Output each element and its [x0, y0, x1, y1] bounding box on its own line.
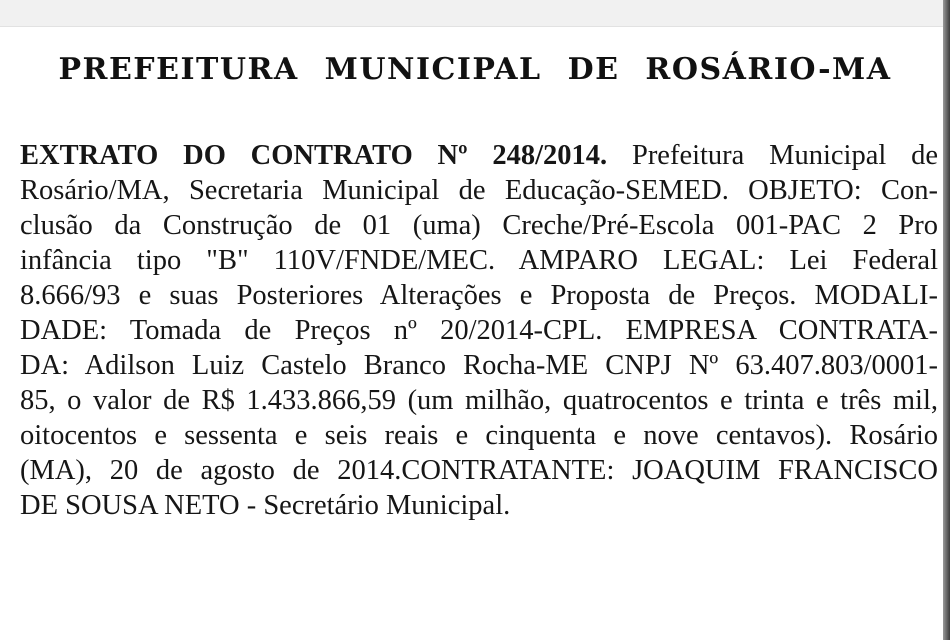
text-line-4: infância tipo "B" 110V/FNDE/MEC. AMPARO LEGAL: Lei Federal — [20, 245, 938, 276]
text-line-1-rest: Prefeitura Municipal de — [607, 140, 938, 171]
text-line-9: oitocentos e sessenta e seis reais e cinquenta e nove centavos). Rosário — [20, 420, 938, 451]
text-line-2: Rosário/MA, Secretaria Municipal de Educação-SEMED. OBJETO: Con- — [20, 175, 938, 206]
text-line-7: DA: Adilson Luiz Castelo Branco Rocha-ME CNPJ Nº 63.407.803/0001- — [20, 350, 938, 381]
contract-extract-paragraph — [20, 138, 938, 523]
top-margin-band — [0, 0, 950, 27]
extract-lead: EXTRATO DO CONTRATO Nº 248/2014. — [20, 140, 608, 171]
text-line-10: (MA), 20 de agosto de 2014.CONTRATANTE: JOAQUIM FRANCISCO — [20, 455, 938, 486]
text-line-5: 8.666/93 e suas Posteriores Alterações e Proposta de Preços. MODALI- — [20, 280, 938, 311]
document-heading: PREFEITURA MUNICIPAL DE ROSÁRIO-MA — [58, 52, 892, 87]
text-line-6: DADE: Tomada de Preços nº 20/2014-CPL. EMPRESA CONTRATA- — [20, 315, 938, 346]
right-page-edge — [943, 0, 950, 640]
text-line-1 — [20, 138, 938, 173]
text-line-8: 85, o valor de R$ 1.433.866,59 (um milhão, quatrocentos e trinta e três mil, — [20, 385, 938, 416]
text-line-11: DE SOUSA NETO - Secretário Municipal. — [20, 490, 511, 521]
text-line-3: clusão da Construção de 01 (uma) Creche/Pré-Escola 001-PAC 2 Pro — [20, 210, 938, 241]
